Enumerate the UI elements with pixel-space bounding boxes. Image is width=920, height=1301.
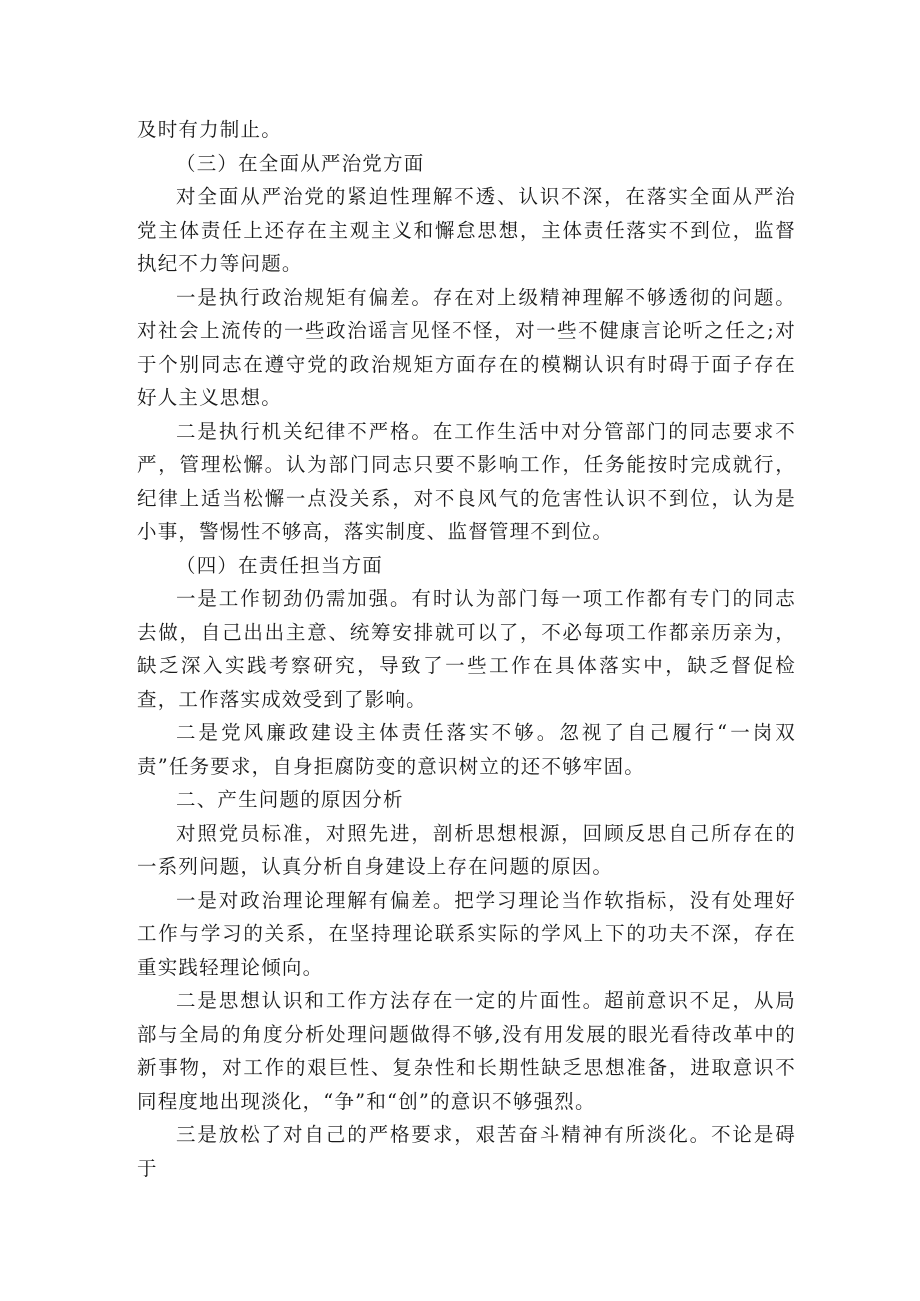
section-heading-4: （四）在责任担当方面 [176, 553, 384, 577]
paragraph: 对照党员标准，对照先进，剖析思想根源，回顾反思自己所存在的一系列问题，认真分析自身建设上存在问题的原因。 [137, 821, 796, 878]
paragraph: 一是执行政治规矩有偏差。存在对上级精神理解不够透彻的问题。对社会上流传的一些政治谣言见怪不怪，对一些不健康言论听之任之;对于个别同志在遵守党的政治规矩方面存在的模糊认识有时碍于面子存在好人主义思想。 [137, 285, 796, 409]
paragraph: 二是思想认识和工作方法存在一定的片面性。超前意识不足，从局部与全局的角度分析处理问题做得不够,没有用发展的眼光看待改革中的新事物，对工作的艰巨性、复杂性和长期性缺乏思想准备，进取意识不同程度地出现淡化，“争”和“创”的意识不够强烈。 [137, 989, 796, 1113]
section-heading-cause-analysis: 二、产生问题的原因分析 [176, 788, 404, 811]
paragraph: 一是工作韧劲仍需加强。有时认为部门每一项工作都有专门的同志去做，自己出出主意、统筹安排就可以了，不必每项工作都亲历亲为，缺乏深入实践考察研究，导致了一些工作在具体落实中，缺乏督促检查，工作落实成效受到了影响。 [137, 587, 796, 711]
paragraph: 三是放松了对自己的严格要求，艰苦奋斗精神有所淡化。不论是碍于 [137, 1123, 796, 1180]
paragraph: 二是执行机关纪律不严格。在工作生活中对分管部门的同志要求不严，管理松懈。认为部门同志只要不影响工作，任务能按时完成就行，纪律上适当松懈一点没关系，对不良风气的危害性认识不到位，认为是小事，警惕性不够高，落实制度、监督管理不到位。 [137, 419, 796, 543]
section-heading-3: （三）在全面从严治党方面 [176, 151, 425, 175]
paragraph-continuation: 及时有力制止。 [137, 118, 282, 141]
paragraph: 对全面从严治党的紧迫性理解不透、认识不深，在落实全面从严治党主体责任上还存在主观主义和懈怠思想，主体责任落实不到位，监督执纪不力等问题。 [137, 185, 796, 275]
paragraph: 一是对政治理论理解有偏差。把学习理论当作软指标，没有处理好工作与学习的关系，在坚持理论联系实际的学风上下的功夫不深，存在重实践轻理论倾向。 [137, 888, 796, 979]
paragraph: 二是党风廉政建设主体责任落实不够。忽视了自己履行“一岗双责”任务要求，自身拒腐防变的意识树立的还不够牢固。 [137, 721, 796, 778]
